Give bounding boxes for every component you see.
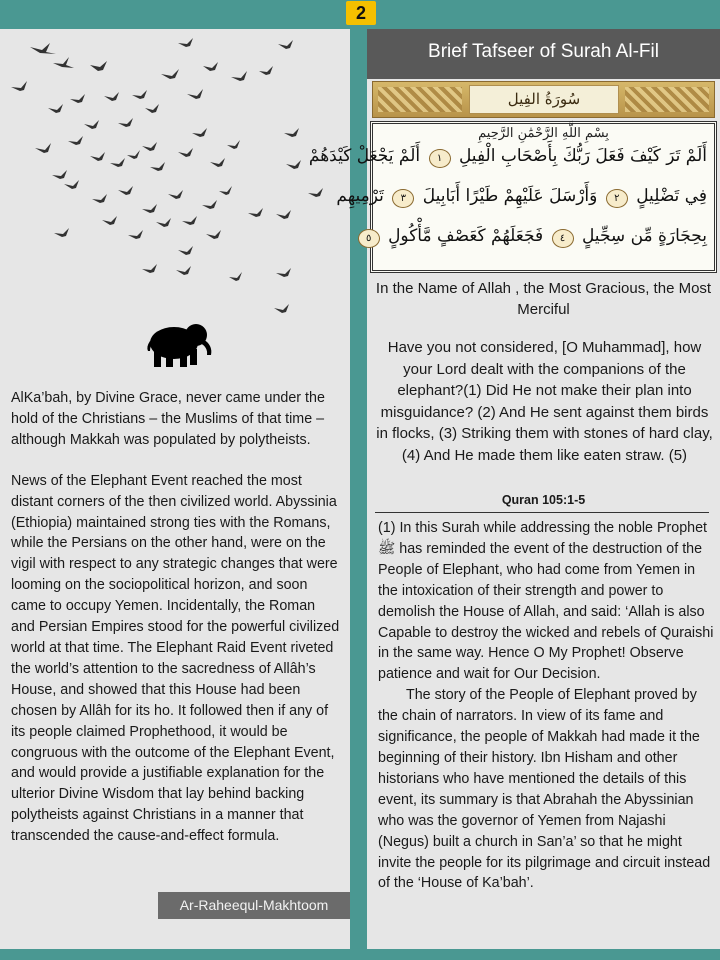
- surah-name-arabic: سُورَةُ الفِيل: [469, 85, 619, 114]
- left-panel: [0, 29, 350, 949]
- quran-line-3: بِحِجَارَةٍ مِّن سِجِّيلٍ ٤ فَجَعَلَهُمْ كَعَصْفٍ مَّأْكُولٍ ٥: [379, 226, 707, 248]
- ayah-number-marker: ٢: [606, 189, 628, 208]
- quran-reference: Quran 105:1-5: [501, 493, 586, 507]
- ayah-number-marker: ١: [429, 149, 451, 168]
- basmala-translation: In the Name of Allah , the Most Gracious, the Most Merciful: [375, 280, 712, 318]
- left-body-text: [11, 388, 341, 867]
- elephant-silhouette-icon: [147, 324, 211, 367]
- ayah-number-marker: ٤: [552, 229, 574, 248]
- page-title: Brief Tafseer of Surah Al-Fil: [367, 29, 720, 79]
- left-paragraph: News of the Elephant Event reached the most distant corners of the then civilized world. Abyssinia (Ethiopia) maintained strong ties with the Romans, while the Persians on the other hand, were on the vigil with respect to any strategic changes that were looming on the sociopolitical horizon, and soon came to occupy Yemen. Incidentally, the Roman and Persian Empires stood for the powerful civilized world at that time. The Elephant Raid Event riveted the world’s attention to the sacredness of Allâh’s House, and showed that this House had been chosen by Allâh for its ho. It followed then if any of its people claimed Prophethood, it would be congruous with the outcome of the Elephant Event, and would provide a justifiable explanation for the ulterior Divine Wisdom that lay behind backing polytheists against Christians in a manner that transcended the cause-and-effect formula.: [11, 472, 340, 845]
- right-panel: [308, 29, 720, 949]
- source-label: Ar-Raheequl-Makhtoom: [158, 892, 350, 919]
- surah-banner: [372, 81, 715, 118]
- ayah-number-marker: ٥: [358, 229, 380, 248]
- divider: [375, 512, 709, 513]
- page-number-badge: 2: [346, 1, 376, 25]
- surah-translation: Have you not considered, [O Muhammad], how your Lord dealt with the companions of the elephant?(1) Did He not make their plan into misguidance? (2) And He sent against them birds in flocks, (3) Striking them with stones of hard clay, (4) And He made them like eaten straw. (5): [376, 339, 713, 464]
- quran-line-2: فِي تَضْلِيلٍ ٢ وَأَرْسَلَ عَلَيْهِمْ طَيْرًا أَبَابِيلَ ٣ تَرْمِيهِم: [336, 186, 707, 206]
- ayah-number-marker: ٣: [392, 189, 414, 208]
- quran-text-box: [308, 121, 717, 273]
- quran-line-1: أَلَمْ تَرَ كَيْفَ فَعَلَ رَبُّكَ بِأَصْحَابِ الْفِيلِ ١ أَلَمْ يَجْعَلْ كَيْدَهُمْ: [308, 146, 707, 166]
- bismillah-arabic: بِسْمِ اللَّهِ الرَّحْمَٰنِ الرَّحِيمِ: [478, 126, 609, 141]
- commentary-text: [378, 518, 715, 894]
- commentary-paragraph: The story of the People of Elephant proved by the chain of narrators. In view of its fame and significance, the people of Makkah had made it the beginning of their history. Ibn Hisham and other historians who have mentioned the details of this event, its summary is that Abrahah the Abyssinian who was the governor of Yemen from Najashi (Negus) built a church in San’a’ so that he might invite the people for its pilgrimage and circuit instead of the ‘House of Ka’bah’.: [378, 687, 711, 892]
- flying-birds-illustration: [0, 29, 350, 409]
- commentary-paragraph: (1) In this Surah while addressing the noble Prophet ﷺ has reminded the event of the destruction of the People of Elephant, who had come from Yemen in the intoxication of their strength and power to demolish the House of Allah, and said: ‘Allah is also Capable to destroy the wicked and rebels of Quraishi in the same way. Hence O My Prophet! Observe patience and wait for Our Decision.: [378, 520, 714, 683]
- left-paragraph: AlKa’bah, by Divine Grace, never came under the hold of the Christians – the Muslims of that time – although Makkah was populated by polytheists.: [11, 390, 325, 448]
